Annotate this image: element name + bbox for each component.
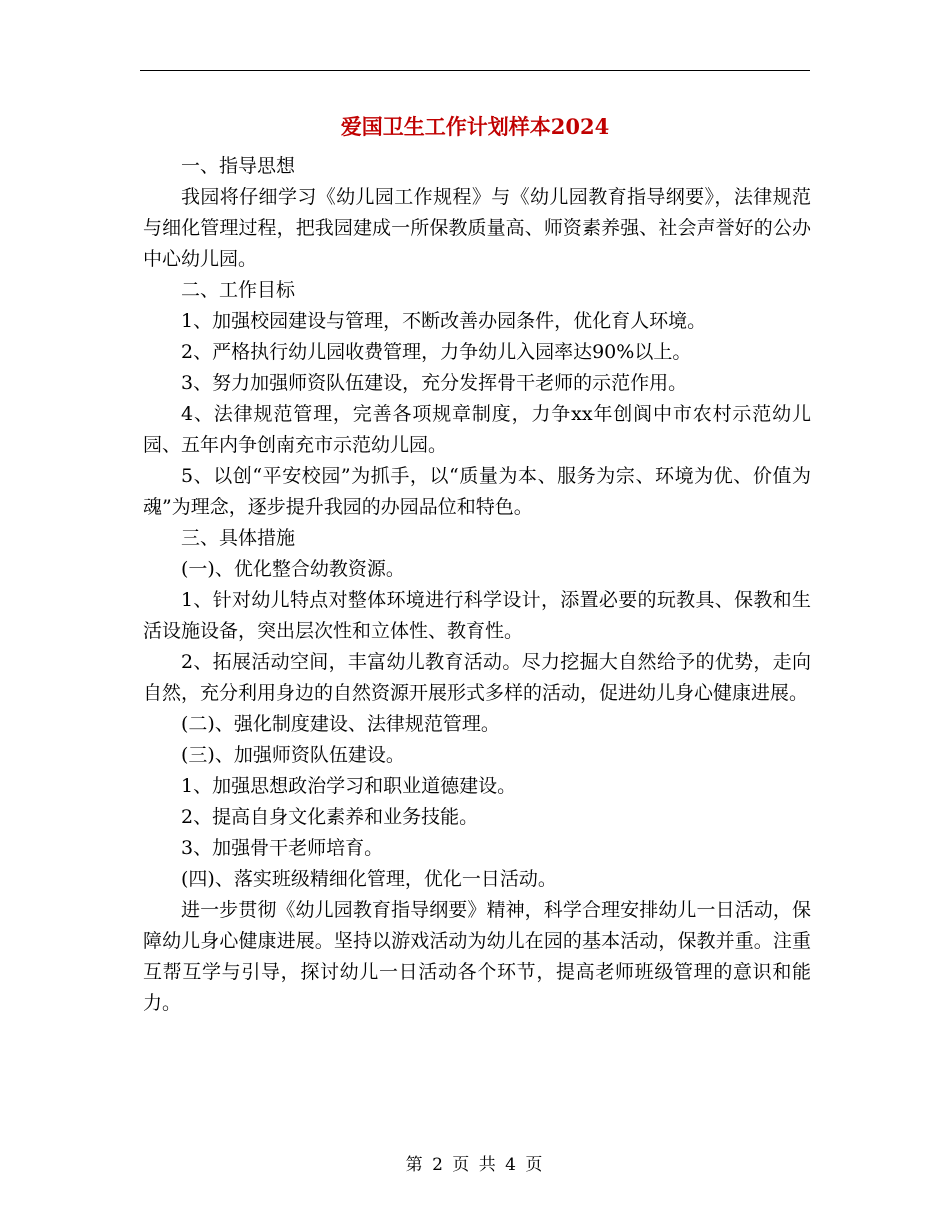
- section-heading: 一、指导思想: [181, 155, 296, 177]
- list-item: 5、以创“平安校园”为抓手，以“质量为本、服务为宗、环境为优、价值为魂”为理念，逐步提升我园的办园品位和特色。: [143, 465, 811, 518]
- subsection-heading: (二)、强化制度建设、法律规范管理。: [181, 713, 500, 735]
- list-item: 3、努力加强师资队伍建设，充分发挥骨干老师的示范作用。: [181, 372, 688, 394]
- list-item: 2、严格执行幼儿园收费管理，力争幼儿入园率达90%以上。: [181, 341, 692, 363]
- paragraph: 我园将仔细学习《幼儿园工作规程》与《幼儿园教育指导纲要》，法律规范与细化管理过程，把我园建成一所保教质量高、师资素养强、社会声誉好的公办中心幼儿园。: [143, 186, 811, 270]
- subsection-heading: (一)、优化整合幼教资源。: [181, 558, 405, 580]
- list-item: 1、加强思想政治学习和职业道德建设。: [181, 775, 517, 797]
- document-title: 爱国卫生工作计划样本2024: [340, 114, 610, 139]
- subsection-heading: (四)、落实班级精细化管理，优化一日活动。: [181, 868, 557, 890]
- list-item: 4、法律规范管理，完善各项规章制度，力争xx年创阆中市农村示范幼儿园、五年内争创南充市示范幼儿园。: [143, 403, 811, 456]
- header-rule: [140, 70, 810, 71]
- section-heading: 二、工作目标: [181, 279, 296, 301]
- document-body: [143, 151, 811, 1019]
- list-item: 3、加强骨干老师培育。: [181, 837, 384, 859]
- list-item: 2、提高自身文化素养和业务技能。: [181, 806, 479, 828]
- list-item: 1、针对幼儿特点对整体环境进行科学设计，添置必要的玩教具、保教和生活设施设备，突出层次性和立体性、教育性。: [143, 589, 811, 642]
- section-heading: 三、具体措施: [181, 527, 296, 549]
- list-item: 1、加强校园建设与管理，不断改善办园条件，优化育人环境。: [181, 310, 707, 332]
- subsection-heading: (三)、加强师资队伍建设。: [181, 744, 405, 766]
- page-footer: 第 2 页 共 4 页: [405, 1155, 545, 1175]
- list-item: 2、拓展活动空间，丰富幼儿教育活动。尽力挖掘大自然给予的优势，走向自然，充分利用身边的自然资源开展形式多样的活动，促进幼儿身心健康进展。: [143, 651, 811, 704]
- paragraph: 进一步贯彻《幼儿园教育指导纲要》精神，科学合理安排幼儿一日活动，保障幼儿身心健康进展。坚持以游戏活动为幼儿在园的基本活动，保教并重。注重互帮互学与引导，探讨幼儿一日活动各个环节，提高老师班级管理的意识和能力。: [143, 899, 811, 1014]
